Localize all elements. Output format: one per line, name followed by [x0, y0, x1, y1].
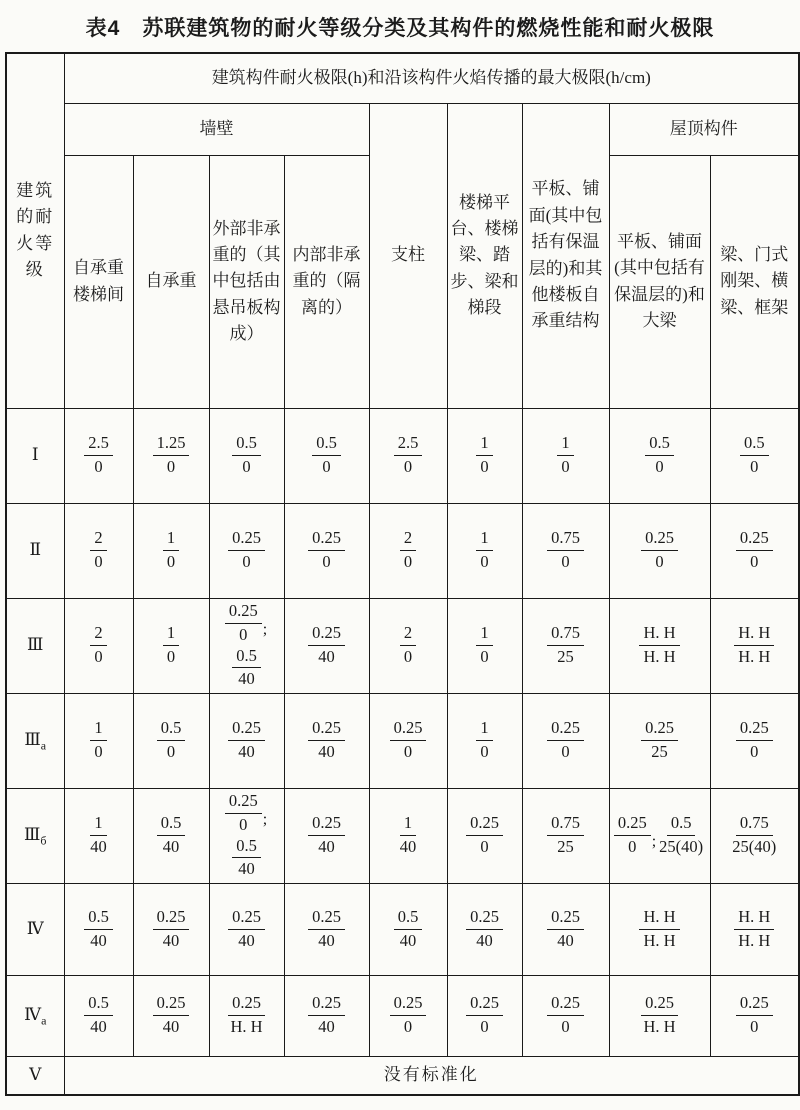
col-header-selfbearing-stairwell: 自承重楼梯间 [64, 155, 133, 408]
fraction-value: $\frac{0.25}{0}$ [466, 813, 503, 857]
value-cell [64, 788, 133, 883]
col-header-roof-slabs-girders: 平板、铺面(其中包括有保温层的)和大梁 [609, 155, 710, 408]
table-row [6, 693, 799, 788]
fraction-value: $\frac{0.5}{40}$ [232, 646, 261, 690]
value-cell [284, 503, 369, 598]
fraction-value: $\frac{1}{0}$ [476, 623, 492, 667]
value-cell [447, 598, 522, 693]
value-cell [209, 788, 284, 883]
table-row [6, 788, 799, 883]
value-cell [209, 408, 284, 503]
fraction-value: $\frac{0.25}{0}$ [736, 718, 773, 762]
fraction-value: $\frac{2.5}{0}$ [394, 433, 423, 477]
fraction-value: $\frac{0.25}{40}$ [308, 993, 345, 1037]
span-header: 建筑构件耐火极限(h)和沿该构件火焰传播的最大极限(h/cm) [64, 53, 799, 103]
value-cell [133, 598, 209, 693]
corner-header: 建筑的耐火等级 [6, 53, 64, 408]
fraction-value: $\frac{0.25}{0}$ [547, 718, 584, 762]
value-cell [447, 788, 522, 883]
fraction-value: $\frac{0.25}{0}$ [736, 993, 773, 1037]
table-row [6, 408, 799, 503]
value-cell [710, 408, 799, 503]
value-cell [522, 975, 609, 1056]
fraction-value: $\frac{1}{0}$ [90, 718, 106, 762]
col-header-selfbearing: 自承重 [133, 155, 209, 408]
fraction-value: $\frac{0.25}{40}$ [153, 993, 190, 1037]
fraction-value: $\frac{H. H}{H. H}$ [734, 623, 774, 667]
value-cell [447, 408, 522, 503]
value-cell [369, 975, 447, 1056]
fraction-value: $\frac{0.5}{0}$ [645, 433, 674, 477]
table-header [6, 53, 799, 408]
value-cell [522, 693, 609, 788]
col-header-columns: 支柱 [369, 103, 447, 408]
value-cell [522, 883, 609, 975]
fraction-value: $\frac{0.75}{25(40)}$ [732, 813, 777, 856]
fraction-value: $\frac{0.25}{40}$ [228, 718, 265, 762]
grade-label: Ⅲ [6, 598, 64, 693]
fraction-value: $\frac{1}{0}$ [163, 528, 179, 572]
fraction-value: $\frac{2}{0}$ [90, 623, 106, 667]
fraction-value: $\frac{0.25}{0}$ [614, 813, 651, 857]
fraction-value: $\frac{H. H}{H. H}$ [639, 623, 679, 667]
table-row [6, 503, 799, 598]
value-cell [447, 503, 522, 598]
value-cell [609, 883, 710, 975]
value-cell [64, 598, 133, 693]
value-cell [710, 598, 799, 693]
fraction-value: $\frac{1}{0}$ [476, 718, 492, 762]
grade-label: $Ⅲ_б$ [6, 788, 64, 883]
fraction-value: $\frac{1.25}{0}$ [153, 433, 190, 477]
grade-rows [6, 408, 799, 1056]
grade-label: $Ⅳ_a$ [6, 975, 64, 1056]
value-cell [710, 503, 799, 598]
col-header-internal-nonbearing: 内部非承重的（隔离的） [284, 155, 369, 408]
value-cell [447, 975, 522, 1056]
value-cell [710, 975, 799, 1056]
value-cell [64, 693, 133, 788]
value-cell [609, 788, 710, 883]
fraction-value: $\frac{0.25}{H. H}$ [228, 993, 265, 1037]
value-cell [64, 883, 133, 975]
fraction-value: $\frac{0.5}{0}$ [232, 433, 261, 477]
fraction-value: $\frac{0.25}{0}$ [225, 791, 262, 835]
fraction-value: $\frac{0.25}{0}$ [736, 528, 773, 572]
fraction-value: $\frac{2}{0}$ [90, 528, 106, 572]
value-cell [64, 975, 133, 1056]
value-cell [64, 408, 133, 503]
value-cell [209, 503, 284, 598]
fraction-value: $\frac{2}{0}$ [400, 528, 416, 572]
fraction-value: $\frac{0.25}{40}$ [308, 813, 345, 857]
value-cell [710, 788, 799, 883]
fraction-value: $\frac{0.75}{25}$ [547, 813, 584, 857]
value-cell [447, 883, 522, 975]
value-cell [133, 975, 209, 1056]
fraction-value: $\frac{0.25}{0}$ [308, 528, 345, 572]
value-cell [369, 598, 447, 693]
value-cell [609, 693, 710, 788]
value-cell [284, 408, 369, 503]
fraction-value: $\frac{0.25}{40}$ [547, 907, 584, 951]
fraction-value: $\frac{0.25}{40}$ [466, 907, 503, 951]
fraction-value: $\frac{H. H}{H. H}$ [734, 907, 774, 951]
value-cell [522, 598, 609, 693]
value-cell [133, 883, 209, 975]
value-cell [522, 408, 609, 503]
grade-label: $Ⅲ_a$ [6, 693, 64, 788]
value-cell [209, 883, 284, 975]
grade-label: Ⅳ [6, 883, 64, 975]
group-header-walls: 墙壁 [64, 103, 369, 155]
fraction-value: $\frac{0.75}{25}$ [547, 623, 584, 667]
group-header-roof: 屋顶构件 [609, 103, 799, 155]
value-cell [284, 788, 369, 883]
fraction-value: $\frac{0.5}{0}$ [312, 433, 341, 477]
table-row [6, 598, 799, 693]
fraction-value: $\frac{0.25}{H. H}$ [641, 993, 678, 1037]
fraction-value: $\frac{1}{40}$ [90, 813, 107, 856]
fraction-value: $\frac{0.5}{40}$ [84, 907, 113, 951]
fraction-value: $\frac{0.25}{0}$ [228, 528, 265, 572]
value-cell [284, 883, 369, 975]
fraction-value: $\frac{1}{40}$ [399, 813, 417, 856]
value-cell [209, 693, 284, 788]
value-cell [369, 693, 447, 788]
fraction-value: $\frac{0.25}{40}$ [153, 907, 190, 951]
value-cell [710, 883, 799, 975]
table-row [6, 975, 799, 1056]
col-header-stair-parts: 楼梯平台、楼梯梁、踏步、梁和梯段 [447, 103, 522, 408]
fraction-value: $\frac{0.25}{0}$ [547, 993, 584, 1037]
fraction-value: $\frac{0.75}{0}$ [547, 528, 584, 572]
value-cell [369, 788, 447, 883]
value-cell [609, 975, 710, 1056]
table-row-v [6, 1056, 799, 1095]
fraction-value: $\frac{0.25}{0}$ [466, 993, 503, 1037]
value-cell [522, 788, 609, 883]
fraction-value: $\frac{1}{0}$ [476, 433, 492, 477]
value-cell [369, 408, 447, 503]
value-cell [609, 408, 710, 503]
fraction-value: $\frac{0.25}{40}$ [308, 623, 345, 667]
unstandardized-note: 没有标准化 [64, 1056, 799, 1095]
fraction-value: $\frac{2}{0}$ [400, 623, 416, 667]
value-cell [133, 693, 209, 788]
value-cell [609, 503, 710, 598]
fraction-value: $\frac{0.25}{40}$ [228, 907, 265, 951]
fraction-value: $\frac{0.25}{0}$ [225, 601, 262, 645]
grade-label: Ⅴ [6, 1056, 64, 1095]
value-cell [369, 883, 447, 975]
value-cell [369, 503, 447, 598]
value-cell [284, 975, 369, 1056]
col-header-slabs-floors: 平板、铺面(其中包括有保温层的)和其他楼板自承重结构 [522, 103, 609, 408]
fraction-value: $\frac{0.5}{25(40)}$ [659, 813, 704, 856]
grade-label: Ⅱ [6, 503, 64, 598]
fraction-value: $\frac{1}{0}$ [163, 623, 179, 667]
fire-resistance-table [5, 52, 800, 1096]
value-separator: ; [262, 810, 268, 828]
value-cell [284, 693, 369, 788]
value-cell [609, 598, 710, 693]
value-cell [209, 975, 284, 1056]
fraction-value: $\frac{H. H}{H. H}$ [639, 907, 679, 951]
value-separator: ; [262, 620, 268, 638]
value-cell [447, 693, 522, 788]
fraction-value: $\frac{0.5}{0}$ [157, 718, 186, 762]
value-cell [522, 503, 609, 598]
value-cell [284, 598, 369, 693]
col-header-external-nonbearing: 外部非承重的（其中包括由悬吊板构成） [209, 155, 284, 408]
fraction-value: $\frac{0.25}{25}$ [641, 718, 678, 762]
fraction-value: $\frac{0.25}{0}$ [390, 718, 427, 762]
fraction-value: $\frac{0.25}{0}$ [641, 528, 678, 572]
table-title: 表4 苏联建筑物的耐火等级分类及其构件的燃烧性能和耐火极限 [85, 17, 715, 40]
fraction-value: $\frac{1}{0}$ [557, 433, 573, 477]
value-cell [64, 503, 133, 598]
fraction-value: $\frac{0.25}{40}$ [308, 907, 345, 951]
value-cell [710, 693, 799, 788]
fraction-value: $\frac{0.5}{40}$ [84, 993, 113, 1037]
fraction-value: $\frac{1}{0}$ [476, 528, 492, 572]
col-header-beams-frames: 梁、门式刚架、横梁、框架 [710, 155, 799, 408]
value-cell [133, 503, 209, 598]
value-cell [133, 788, 209, 883]
value-separator: ; [651, 833, 657, 851]
fraction-value: $\frac{0.25}{0}$ [390, 993, 427, 1037]
fraction-value: $\frac{0.5}{40}$ [394, 907, 423, 951]
grade-label: Ⅰ [6, 408, 64, 503]
fraction-value: $\frac{0.5}{0}$ [740, 433, 769, 477]
value-cell [133, 408, 209, 503]
value-cell [209, 598, 284, 693]
fraction-value: $\frac{2.5}{0}$ [84, 433, 113, 477]
table-row [6, 883, 799, 975]
fraction-value: $\frac{0.25}{40}$ [308, 718, 345, 762]
fraction-value: $\frac{0.5}{40}$ [232, 836, 261, 880]
fraction-value: $\frac{0.5}{40}$ [157, 813, 186, 857]
